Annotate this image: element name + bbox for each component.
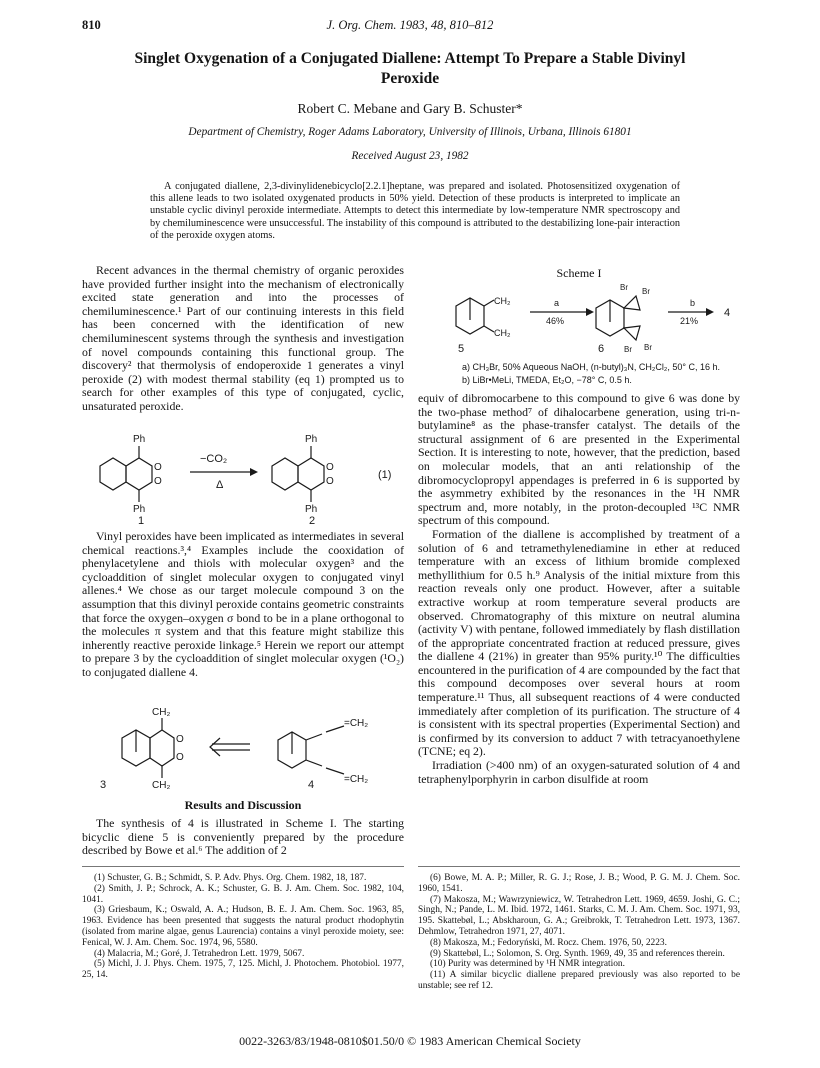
compound-label-1: 1 [138, 515, 145, 527]
article-title: Singlet Oxygenation of a Conjugated Diallene: Attempt To Prepare a Stable Divinyl Peroxide [134, 50, 686, 87]
retro-arrowhead [210, 738, 220, 756]
arrowhead-1 [250, 468, 258, 476]
footnote: (3) Griesbaum, K.; Oswald, A. A.; Hudson, B. E. J. Am. Chem. Soc. 1963, 85, 1963. Evidence has been presented that suggests the natural product rhodophytin (isolated from marine algae, genus Laurencia) contains a vinyl peroxide moiety, see: Fenical, W. J. Am. Chem. Soc. 1974, 96, 5580. [82, 905, 404, 948]
br-label-3: Br [624, 345, 632, 354]
scheme-1-figure [418, 280, 740, 360]
footnote: (9) Skattebøl, L.; Solomon, S. Org. Synth. 1969, 49, 35 and references therein. [430, 948, 725, 959]
arrowhead-a [586, 308, 594, 316]
br-label-2: Br [642, 287, 650, 296]
oxygen-label-1b: O [154, 476, 162, 487]
oxygen-label-3a: O [176, 734, 184, 745]
right-paragraph-1: equiv of dibromocarbene to this compound to give 6 was done by the two-phase method⁷ of dihalocarbene generation, using tri-n-butylamine⁸ as the phase-transfer catalyst. The details of the structural assignment of 6 are presented in the Experimental Section. It is interesting to note, however, that the prediction, based on molecular models, that an anti relationship of the dibromocyclopropyl appendages is preferred in 6 is supported by the asymmetry exhibited by the resonances in the ¹H NMR spectrum and, more notably, in the proton-decoupled ¹³C NMR spectrum of this compound. [418, 391, 740, 528]
footnote-rule-right [418, 866, 740, 867]
allene-bond-top-b [326, 726, 344, 732]
bicyclic-ring-1 [126, 458, 152, 490]
compound-label-4: 4 [308, 779, 315, 791]
results-paragraph [82, 817, 404, 858]
footnote-rule-left [82, 866, 404, 867]
product-label-4: 4 [724, 307, 731, 319]
heat-label: Δ [216, 479, 224, 491]
compound-label-6: 6 [598, 343, 605, 355]
footnote: (10) Purity was determined by ¹H NMR integration. [430, 959, 625, 970]
affiliation: Department of Chemistry, Roger Adams Laboratory, University of Illinois, Urbana, Illinois 61801 [188, 126, 632, 138]
right-column-text [418, 392, 740, 786]
footnote: (6) Bowe, M. A. P.; Miller, R. G. J.; Rose, J. B.; Wood, P. G. M. J. Chem. Soc. 1960, 1541. [418, 873, 740, 894]
cyclopropane-6b [624, 326, 640, 340]
footnotes-right [418, 873, 740, 992]
allene-bond-bottom-a [306, 760, 322, 766]
compound-label-2: 2 [309, 515, 316, 527]
allene-bond-bottom-b [326, 768, 344, 774]
received-date: Received August 23, 1982 [351, 150, 469, 162]
equation-1-figure [82, 432, 404, 527]
allene-bond-top-a [306, 734, 322, 740]
oxygen-label-2a: O [326, 462, 334, 473]
reagent-label: −CO₂ [200, 453, 228, 465]
allene-ch2-bottom-label: =CH₂ [344, 774, 369, 785]
intro-text: Recent advances in the thermal chemistry of organic peroxides have provided further insight into the mechanism of electronically excited state generation and into the processes of chemiluminescence.¹ Part of our continuing interests in this field has been concerned with the identification of new chemiluminescent systems through the synthesis and investigation of novel compounds containing this functional group. The discovery² that thermolysis of endoperoxide 1 generates a vinyl peroxide (2) with modest thermal stability (eq 1) prompted us to search for other examples of this type of conjugated, cyclic, unsaturated peroxide. [82, 263, 404, 413]
ch2-label-5a: CH₂ [494, 296, 511, 306]
ch2-label-5b: CH₂ [494, 328, 511, 338]
scheme-title: Scheme I [556, 266, 602, 280]
yield-b-label: 21% [680, 316, 699, 326]
footnote: (11) A similar bicyclic diallene prepared previously was also reported to be unstable; see ref 12. [418, 970, 740, 991]
abstract: A conjugated diallene, 2,3-divinylidenebicyclo[2.2.1]heptane, was prepared and isolated. Photosensitized oxygenation of this allene leads to two isolated oxygenated products in 50% yield. Detection of these products is interpreted to implicate an unstable cyclic divinyl peroxide intermediate. Attempts to detect this intermediate by low-temperature NMR spectroscopy and by chemiluminescence were unsuccessful. The instability of this compound is attributed to the destabilizing lone-pair interaction of the peroxide oxygen atoms. [150, 181, 680, 241]
oxygen-label-2b: O [326, 476, 334, 487]
copyright-footer: 0022-3263/83/1948-0810$01.50/0 © 1983 American Chemical Society [239, 1034, 581, 1048]
footnotes-left [82, 873, 404, 981]
peroxide-ring-3 [150, 730, 174, 766]
ph-label-bottom-1: Ph [133, 504, 146, 515]
journal-citation: J. Org. Chem. 1983, 48, 810–812 [326, 18, 494, 32]
compound-label-3: 3 [100, 779, 107, 791]
footnote: (5) Michl, J. J. Phys. Chem. 1975, 7, 125. Michl, J. Photochem. Photobiol. 1977, 25, 14. [82, 959, 404, 981]
cyclopropane-6a [624, 296, 640, 310]
br-label-1: Br [620, 283, 628, 292]
benzene-ring-1 [100, 458, 126, 490]
yield-a-label: 46% [546, 316, 565, 326]
compound-label-5: 5 [458, 343, 465, 355]
authors: Robert C. Mebane and Gary B. Schuster* [297, 101, 523, 116]
section-heading: Results and Discussion [184, 798, 302, 812]
ch2-label-top-3: CH₂ [152, 707, 171, 718]
target-scheme-figure [82, 706, 404, 792]
ph-label-top-1: Ph [133, 434, 146, 445]
footnote: (1) Schuster, G. B.; Schmidt, S. P. Adv. Phys. Org. Chem. 1982, 18, 187. [94, 873, 367, 883]
methylene-bond-5b [484, 326, 494, 332]
ph-label-bottom-2: Ph [305, 504, 318, 515]
intro-paragraph [82, 264, 404, 414]
ch2-label-bottom-3: CH₂ [152, 780, 171, 791]
benzene-ring-2 [272, 458, 298, 490]
oxygen-label-3b: O [176, 752, 184, 763]
scheme-conditions [462, 361, 742, 387]
vinyl-paragraph [82, 530, 404, 680]
step-a-label: a [554, 298, 560, 308]
results-text: The synthesis of 4 is illustrated in Scheme I. The starting bicyclic diene 5 is conveniently prepared by the procedure described by Bowe et al.⁶ The addition of 2 [82, 816, 404, 858]
allene-ch2-top-label: =CH₂ [344, 718, 369, 729]
br-label-4: Br [644, 343, 652, 352]
equation-number-1: (1) [378, 469, 392, 481]
step-b-label: b [690, 298, 696, 308]
right-paragraph-2: Formation of the diallene is accomplished by treatment of a solution of 6 and tetramethylenediamine in ether at reduced temperature with an excess of lithium bromide complexed methyllithium for 0.5 h.⁹ Analysis of the initial mixture from this reaction reveals only one product. However, after a suitable extractive workup at room temperature several products are observed. Chromatography of this mixture on neutral alumina (activity V) with pentane, followed immediately by flash distillation of the appropriate concentrated fraction at reduced pressure, gives the diallene 4 (21%) in greater than 95% purity.¹⁰ The difficulties encountered in the purification of 4 are compounded by the fact that this compound decomposes over several hours at room temperature.¹¹ Thus, all subsequent reactions of 4 were conducted immediately after completion of its purification. The structure of 4 is consistent with its spectral properties (Experimental Section) and is confirmed by its conversion to adduct 7 with tetracyanoethylene (TCNE; eq 2). [418, 526, 740, 759]
page-number: 810 [82, 18, 101, 32]
vinyl-text: Vinyl peroxides have been implicated as intermediates in several chemical reactions.³,⁴ Examples include the cooxidation of phenylacetylene and thiols with molecular oxygen³ and the cycloaddition of singlet molecular oxygen to conjugated vinyl allenes.⁴ We chose as our target molecule compound 3 on the assumption that this divinyl peroxide contains geometric constraints that force the oxygen–oxygen σ bond to be in a plane orthogonal to the molecules π system and that this feature might stabilize this inherently reactive peroxide linkage.⁵ Herein we report our attempt to prepare 3 by the cycloaddition of singlet molecular oxygen (¹O₂) to conjugated diallene 4. [82, 529, 404, 679]
footnote: (7) Makosza, M.; Wawrzyniewicz, W. Tetrahedron Lett. 1969, 4659. Joshi, G. C.; Singh, N.; Pande, L. M. Ibid. 1972, 1461. Starks, C. M. J. Am. Chem. Soc. 1971, 93, 195. Skattebøl, L.; Abskharoun, G. A.; Greibrokk, T. Tetrahedron Lett. 1973, 1367. Dehmlow, Tetrahedron 1971, 27, 4071. [418, 894, 740, 937]
ph-label-top-2: Ph [305, 434, 318, 445]
condition-b: b) LiBr•MeLi, TMEDA, Et₂O, −78° C, 0.5 h. [462, 375, 632, 385]
right-paragraph-3: Irradiation (>400 nm) of an oxygen-saturated solution of 4 and tetraphenylporphyrin in carbon disulfide at room [418, 758, 740, 786]
footnote: (4) Malacria, M.; Goré, J. Tetrahedron Lett. 1979, 5067. [94, 948, 305, 959]
arrowhead-b [706, 308, 714, 316]
methylene-bond-5a [484, 300, 494, 306]
oxygen-label-1a: O [154, 462, 162, 473]
footnote: (8) Makosza, M.; Fedoryński, M. Rocz. Chem. 1976, 50, 2223. [430, 937, 667, 948]
condition-a: a) CH₃Br, 50% Aqueous NaOH, (n-butyl)₃N, CH₂Cl₂, 50° C, 16 h. [462, 362, 721, 372]
peroxide-ring-2 [298, 458, 324, 490]
footnote: (2) Smith, J. P.; Schrock, A. K.; Schuster, G. B. J. Am. Chem. Soc. 1982, 104, 1041. [82, 883, 404, 905]
